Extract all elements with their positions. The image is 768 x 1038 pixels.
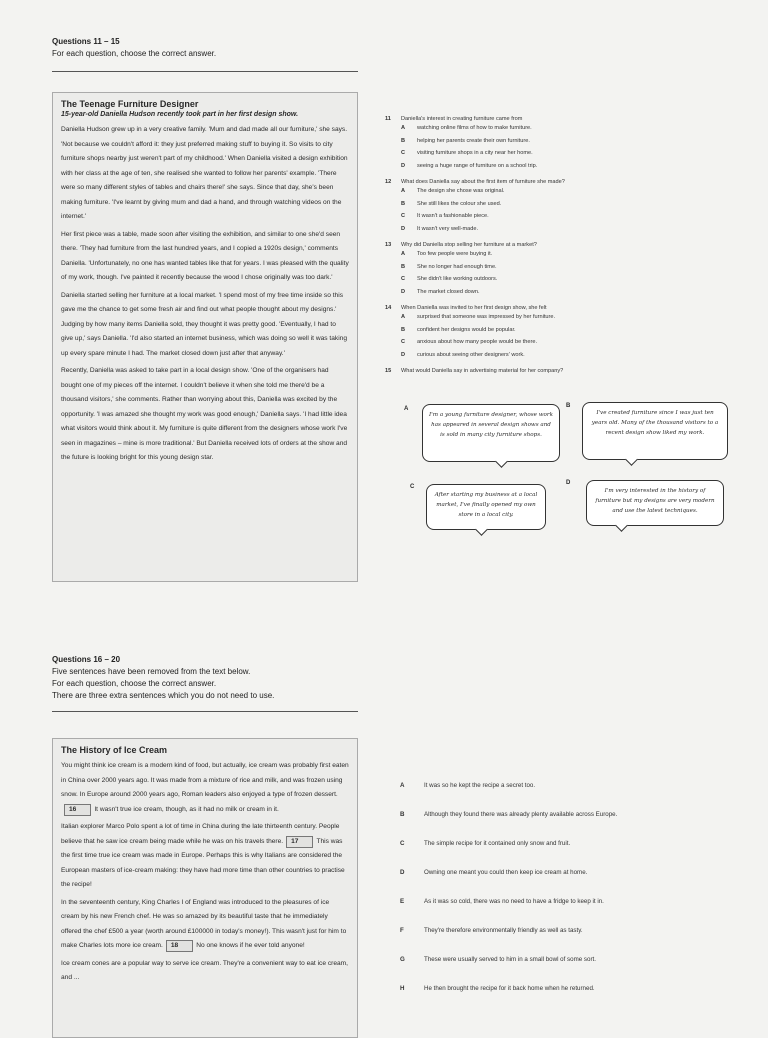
- article-title: The Teenage Furniture Designer: [61, 99, 199, 109]
- bubble-text: I've created furniture since I was just ten years old. Many of the thousand visitors to a recent design show liked my work.: [591, 410, 719, 436]
- part1-header: [52, 36, 216, 60]
- option[interactable]: [401, 223, 755, 236]
- option-letter: D: [401, 162, 406, 169]
- question-number: 12: [385, 179, 392, 185]
- bubble-text: I'm very interested in the history of furniture but my designs are very modern and use the latest techniques.: [595, 488, 715, 514]
- gap-16[interactable]: 16: [64, 804, 91, 816]
- part1-instruction: For each question, choose the correct answer.: [52, 49, 217, 58]
- option-letter: C: [401, 150, 406, 156]
- option-text: seeing a huge range of furniture on a school trip.: [417, 162, 538, 169]
- article-paragraph: Ice cream cones are a popular way to serve ice cream. They're a convenient way to eat ice cream, and ...: [61, 959, 349, 981]
- question-15: [385, 368, 755, 374]
- option[interactable]: [401, 286, 755, 299]
- option-letter: H: [400, 985, 405, 992]
- part2-instruction: For each question, choose the correct answer.: [52, 679, 217, 688]
- part1-heading: Questions 11 – 15: [52, 37, 120, 46]
- option-letter: A: [400, 782, 405, 789]
- option[interactable]: [401, 122, 755, 135]
- questions-11-14: [385, 116, 755, 381]
- option-letter: D: [401, 351, 406, 358]
- bubble-tail: [615, 519, 628, 532]
- option[interactable]: [401, 311, 755, 324]
- option-text: The market closed down.: [417, 288, 480, 295]
- option-text: She didn't like working outdoors.: [417, 276, 498, 282]
- article-paragraph: [61, 896, 349, 954]
- article-title: The History of Ice Cream: [61, 745, 168, 755]
- option[interactable]: [401, 324, 755, 337]
- article-paragraph: Daniella started selling her furniture at a local market. 'I spend most of my free time inside so this gave me the chance to get some fresh air and find out what people thought about my designs.' Judging by how many items Daniella sold, they thought it was pretty good. 'Eventually, I had to give up,' says Daniella. 'I'd also started an internet business, which was doing so well it was taking up every spare minute I had. The market closed down just after that anyway.': [61, 291, 347, 357]
- text-run: Italian explorer Marco Polo spent a lot of time in China during the late thirteenth century. People believe that he saw ice cream being made while he was on his travels there.: [61, 823, 340, 845]
- part2-instruction: Five sentences have been removed from the text below.: [52, 667, 251, 676]
- option[interactable]: [401, 336, 755, 349]
- bubble-tail: [475, 523, 488, 536]
- option-text: surprised that someone was impressed by her furniture.: [417, 314, 556, 320]
- article-paragraph: Daniella Hudson grew up in a very creative family. 'Mum and dad made all our furniture,' she says. 'Not because we couldn't afford it: they just preferred making stuff to buying it. So visits to city furniture shops nearby just weren't part of my childhood.' When Daniella visited a design exhibition with her class at the age of ten, she realised she wanted to follow her parents' example. 'There were so many different styles of tables and chairs there!' she says. Since that day, she's been making furniture. 'I've learnt by giving mum and dad a hand, and through watching videos on the internet.': [61, 126, 348, 220]
- bubble-tail: [625, 453, 638, 466]
- option-letter: C: [401, 213, 406, 219]
- option-text: visiting furniture shops in a city near her home.: [417, 150, 533, 156]
- sentence-option[interactable]: [400, 782, 617, 811]
- bubble-letter: C: [410, 484, 415, 490]
- option-text: curious about seeing other designers' work.: [417, 351, 525, 358]
- speech-bubble-b[interactable]: [582, 402, 728, 460]
- question-stem: When Daniella was invited to her first design show, she felt: [401, 305, 547, 311]
- option-letter: B: [401, 263, 406, 270]
- option-text: As it was so cold, there was no need to have a fridge to keep it in.: [424, 898, 604, 905]
- option-letter: A: [401, 125, 406, 131]
- bubble-letter: B: [566, 403, 571, 409]
- option-letter: E: [400, 898, 405, 905]
- option-text: Too few people were buying it.: [417, 251, 493, 257]
- option-letter: G: [400, 956, 405, 963]
- article-ice-cream: [52, 738, 358, 1038]
- option[interactable]: [401, 210, 755, 223]
- article-paragraph: Her first piece was a table, made soon after visiting the exhibition, and similar to one she'd seen there. 'They had furniture from the last hundred years, and I copied a 1920s design,' comments Daniella. 'Unfortunately, no one has wanted tables like that for years. I was pleased with the quality of my work, though. I've painted it recently because the wood I chose originally was too dark.': [61, 230, 349, 281]
- article-paragraph: [61, 759, 349, 817]
- option-text: Although they found there was already plenty available across Europe.: [424, 811, 618, 818]
- option[interactable]: [401, 248, 755, 261]
- option-text: He then brought the recipe for it back home when he returned.: [424, 985, 595, 992]
- option-letter: C: [401, 276, 406, 282]
- option-letter: A: [401, 188, 406, 194]
- option-text: It wasn't a fashionable piece.: [417, 213, 489, 219]
- option-text: The design she chose was original.: [417, 188, 505, 194]
- option[interactable]: [401, 273, 755, 286]
- option-text: She still likes the colour she used.: [417, 200, 502, 207]
- option[interactable]: [401, 349, 755, 362]
- question-number: 11: [385, 116, 391, 122]
- option-letter: D: [401, 225, 406, 232]
- question-12: [385, 179, 755, 235]
- option-text: It was so he kept the recipe a secret too.: [424, 782, 536, 789]
- text-run: In the seventeenth century, King Charles I of England was introduced to the pleasures of ice cream by his new French chef. He was so amazed by its beautiful taste that he immediately offered the chef £500 a year (worth around £100000 in today's money!). This wasn't just for him to make Charles lots more ice cream.: [61, 898, 347, 949]
- question-stem: What would Daniella say in advertising material for her company?: [401, 368, 564, 374]
- option-text: helping her parents create their own furniture.: [417, 137, 530, 144]
- part2-heading: Questions 16 – 20: [52, 655, 121, 664]
- option[interactable]: [401, 147, 755, 160]
- option-letter: A: [401, 314, 406, 320]
- option[interactable]: [401, 261, 755, 274]
- question-number: 14: [385, 305, 392, 311]
- article-subtitle: 15-year-old Daniella Hudson recently took part in her first design show.: [61, 111, 299, 118]
- text-run: No one knows if he ever told anyone!: [196, 942, 305, 949]
- option-letter: C: [400, 840, 405, 847]
- question-stem: Why did Daniella stop selling her furniture at a market?: [401, 242, 537, 248]
- sentence-option[interactable]: [400, 985, 617, 1014]
- sentence-option[interactable]: [400, 927, 617, 956]
- question-number: 13: [385, 242, 392, 248]
- question-14: [385, 305, 755, 361]
- divider: [52, 711, 358, 712]
- option-text: Owning one meant you could then keep ice cream at home.: [424, 869, 588, 876]
- option-text: They're therefore environmentally friendly as well as tasty.: [424, 927, 583, 934]
- option-text: confident her designs would be popular.: [417, 326, 516, 333]
- option-text: It wasn't very well-made.: [417, 225, 479, 232]
- sentence-options: [400, 782, 617, 1014]
- sentence-option[interactable]: [400, 898, 617, 927]
- text-run: You might think ice cream is a modern kind of food, but actually, ice cream was probably first eaten in China over 2000 years ago. It was made from a mixture of rice and milk, and was frozen using snow. In Europe around 2000 years ago, Roman leaders also enjoyed a type of frozen dessert.: [61, 762, 349, 798]
- option-text: watching online films of how to make furniture.: [417, 125, 532, 131]
- speech-bubble-a[interactable]: [422, 404, 560, 462]
- option-letter: D: [401, 288, 406, 295]
- option-letter: C: [401, 339, 406, 345]
- option-letter: A: [401, 251, 406, 257]
- question-11: [385, 116, 755, 172]
- sentence-option[interactable]: [400, 811, 617, 840]
- option-text: She no longer had enough time.: [417, 263, 497, 270]
- speech-bubble-d[interactable]: [586, 480, 724, 526]
- question-number: 15: [385, 368, 392, 374]
- option[interactable]: [401, 160, 755, 173]
- option-letter: B: [401, 137, 406, 144]
- article-paragraph: Recently, Daniella was asked to take part in a local design show. 'One of the organisers had bought one of my pieces off the internet. I couldn't believe it when she told me there'd be a thousand visitors,' she comments. Rather than worrying about this, Daniella was excited by the opportunity. 'I was amazed she thought my work was good enough,' Daniella says. 'I had little idea what visitors would think about it. My furniture is quite different from the designers whose work I've seen in magazines – mine is more traditional.' But Daniella received lots of orders at the show and the future is looking bright for this young design star.: [61, 367, 348, 461]
- option-text: The simple recipe for it contained only snow and fruit.: [424, 840, 571, 847]
- option[interactable]: [401, 135, 755, 148]
- question-13: [385, 242, 755, 298]
- gap-18[interactable]: 18: [166, 940, 193, 952]
- part2-header: [52, 654, 274, 702]
- bubble-letter: A: [404, 406, 409, 412]
- option-letter: D: [400, 869, 405, 876]
- option-text: anxious about how many people would be there.: [417, 339, 538, 345]
- question-stem: Daniella's interest in creating furniture came from: [401, 116, 523, 122]
- sentence-option[interactable]: [400, 840, 617, 869]
- option-letter: B: [400, 811, 405, 818]
- speech-bubble-c[interactable]: [426, 484, 546, 530]
- question-stem: What does Daniella say about the first item of furniture she made?: [401, 179, 565, 185]
- article-furniture: [52, 92, 358, 582]
- option-letter: B: [401, 326, 406, 333]
- text-run: This was the first time true ice cream was made in Europe. Perhaps this is why Italians are considered the European masters of ice-cream making: they have had more time than other countries to practise the recipe!: [61, 837, 345, 888]
- part2-instruction: There are three extra sentences which you do not need to use.: [52, 691, 275, 700]
- sentence-option[interactable]: [400, 869, 617, 898]
- gap-17[interactable]: 17: [286, 836, 313, 848]
- option-letter: F: [400, 927, 404, 934]
- bubble-text: I'm a young furniture designer, whose work has appeared in several design shows and is sold in many city furniture shops.: [429, 412, 553, 438]
- bubble-text: After starting my business at a local market, I've finally opened my own store in a local city.: [434, 492, 538, 518]
- text-run: It wasn't true ice cream, though, as it had no milk or cream in it.: [94, 805, 279, 813]
- divider: [52, 71, 358, 72]
- option[interactable]: [401, 185, 755, 198]
- bubble-tail: [495, 455, 508, 468]
- bubble-letter: D: [566, 480, 571, 486]
- article-paragraph: [61, 820, 349, 893]
- option-letter: B: [401, 200, 406, 207]
- option-text: These were usually served to him in a small bowl of some sort.: [424, 956, 596, 963]
- sentence-option[interactable]: [400, 956, 617, 985]
- option[interactable]: [401, 198, 755, 211]
